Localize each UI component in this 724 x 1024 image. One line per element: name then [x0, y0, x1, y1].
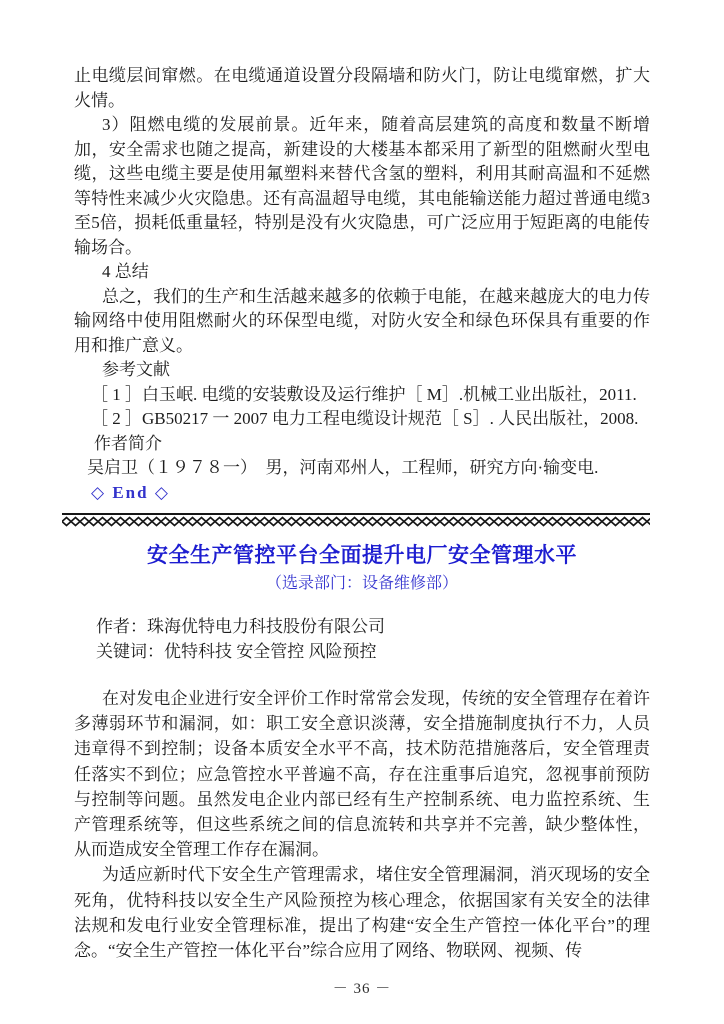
end-marker: ◇ End ◇: [91, 482, 170, 502]
article-author: 作者：珠海优特电力科技股份有限公司: [96, 617, 385, 636]
article-paragraph: 为适应新时代下安全生产管理需求，堵住安全管理漏洞，消灭现场的安全死角，优特科技以安全生产风险预控为核心理念，依据国家有关安全的法律法规和发电行业安全管理标准，提出了构建“安全生产管控一体化平台”的理念。“安全生产管控一体化平台”综合应用了网络、物联网、视频、传: [74, 865, 650, 961]
article-body: [74, 686, 650, 963]
article-keywords: 关键词：优特科技 安全管控 风险预控: [96, 642, 377, 661]
references-heading: 参考文献: [102, 360, 170, 379]
reference-item: ［ 1 ］白玉岷. 电缆的安装敷设及运行维护［ M］.机械工业出版社，2011.: [91, 384, 637, 404]
body-paragraph-development: 3）阻燃电缆的发展前景。近年来，随着高层建筑的高度和数量不断增加，安全需求也随之提高，新建设的大楼基本都采用了新型的阻燃耐火型电缆，这些电缆主要是使用氟塑料来替代含氢的塑料，利用其耐高温和不延燃等特性来减少火灾隐患。还有高温超导电缆，其电能输送能力超过普通电缆3至5倍，损耗低重量轻，特别是没有火灾隐患，可广泛应用于短距离的电能传输场合。: [74, 115, 650, 257]
reference-item: ［ 2 ］GB50217 一 2007 电力工程电缆设计规范［ S］. 人民出版社，2008.: [91, 409, 639, 428]
author-bio-heading: 作者简介: [94, 433, 162, 453]
summary-paragraph: 总之，我们的生产和生活越来越多的依赖于电能，在越来越庞大的电力传输网络中使用阻燃耐火的环保型电缆，对防火安全和绿色环保具有重要的作用和推广意义。: [74, 286, 650, 355]
article-section: [74, 543, 650, 963]
article-paragraph: 在对发电企业进行安全评价工作时常常会发现，传统的安全管理存在着许多薄弱环节和漏洞，如：职工安全意识淡薄，安全措施制度执行不力，人员违章得不到控制；设备本质安全水平不高，技术防范措施落后，安全管理责任落实不到位；应急管控水平普遍不高，存在注重事后追究，忽视事前预防与控制等问题。虽然发电企业内部已经有生产控制系统、电力监控系统、生产管理系统等，但这些系统之间的信息流转和共享并不完善，缺少整体性，从而造成安全管理工作存在漏洞。: [74, 689, 650, 860]
body-paragraph-continuation: 止电缆层间窜燃。在电缆通道设置分段隔墙和防火门，防让电缆窜燃，扩大火情。: [74, 66, 650, 110]
diamond-chain-ornament: [62, 516, 650, 527]
article-title: 安全生产管控平台全面提升电厂安全管理水平: [147, 544, 577, 567]
article-subtitle: （选录部门：设备维修部）: [265, 575, 458, 592]
summary-heading: 4 总结: [102, 262, 149, 281]
section-divider: [62, 513, 650, 527]
author-bio: 吴启卫（１９７８一） 男，河南邓州人，工程师，研究方向·输变电.: [87, 458, 599, 477]
divider-rule: [62, 513, 650, 515]
page-number: － 36 －: [332, 981, 392, 997]
article-meta: [74, 614, 650, 664]
previous-article-section: [74, 64, 650, 505]
